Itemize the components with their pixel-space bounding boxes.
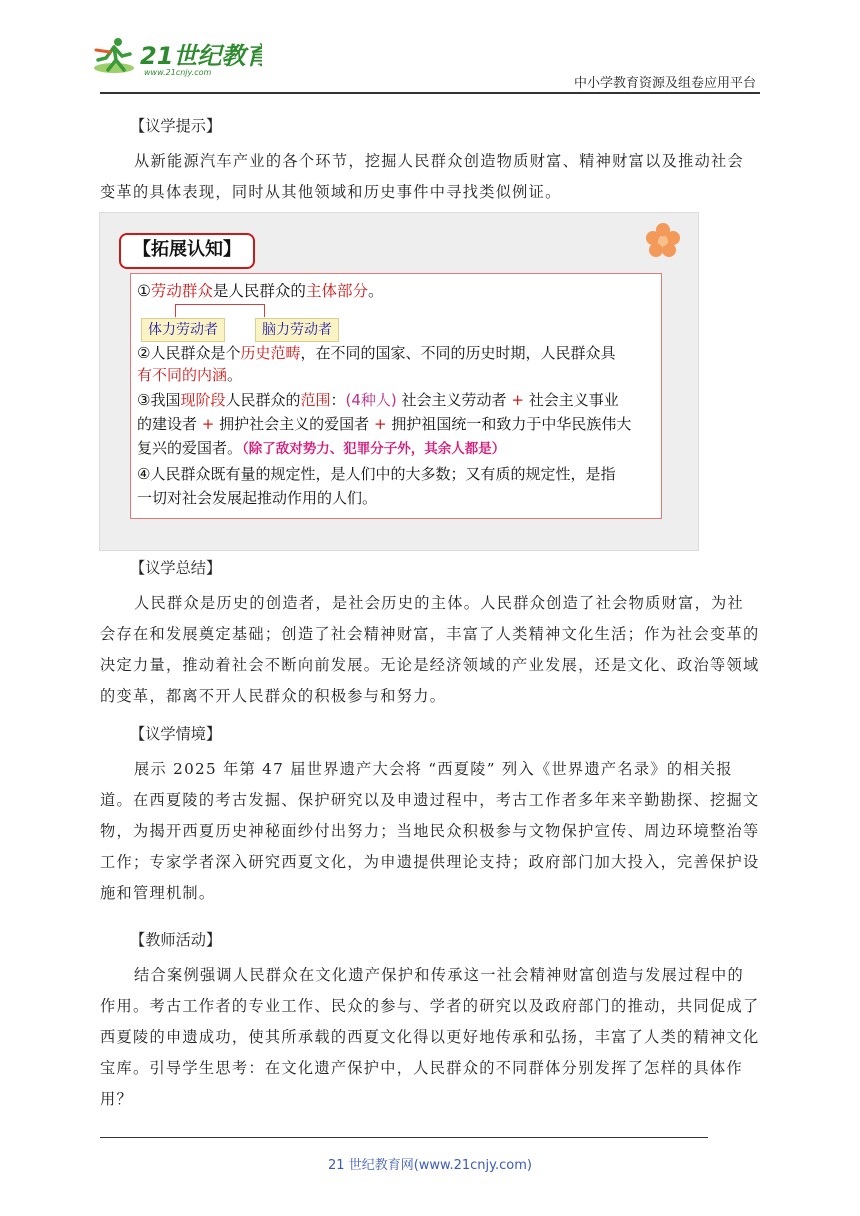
tip-label: 【议学提示】 bbox=[130, 117, 222, 135]
point-1-period: 。 bbox=[367, 282, 384, 300]
point-4-cont: 一切对社会发展起推动作用的人们。 bbox=[137, 489, 378, 507]
point-2 bbox=[137, 342, 615, 364]
platform-title: 中小学教育资源及组卷应用平台 bbox=[573, 76, 756, 91]
point-2-text-2: ，在不同的国家、不同的历史时期，人民群众具 bbox=[300, 344, 616, 362]
point-2-text: ②人民群众是个 bbox=[137, 344, 241, 362]
point-2-keyword: 历史范畴 bbox=[240, 344, 301, 362]
header-divider bbox=[100, 92, 760, 94]
point-3-cont bbox=[137, 413, 631, 435]
footer-link[interactable]: 21 世纪教育网(www.21cnjy.com) bbox=[328, 1158, 532, 1173]
plus-sign: + bbox=[373, 415, 387, 433]
logo-text: 21世纪教育 bbox=[140, 42, 262, 70]
footer-divider bbox=[100, 1137, 708, 1138]
mental-workers-box: 脑力劳动者 bbox=[255, 318, 339, 342]
point-3-group-2: 社会主义事业 bbox=[528, 391, 619, 409]
extended-knowledge-card bbox=[99, 212, 699, 551]
flower-decoration-icon bbox=[644, 221, 682, 259]
summary-label: 【议学总结】 bbox=[130, 559, 222, 577]
manual-workers-box: 体力劳动者 bbox=[141, 318, 225, 342]
point-1-keyword: 劳动群众 bbox=[150, 282, 213, 300]
summary-paragraph: 人民群众是历史的创造者，是社会历史的主体。人民群众创造了社会物质财富，为社会存在和发展奠定基础；创造了社会精神财富，丰富了人类精神文化生活；作为社会变革的决定力量，推动着社会不断向前发展。无论是经济领域的产业发展，还是文化、政治等领域的变革，都离不开人民群众的积极参与和努力。 bbox=[100, 594, 760, 705]
teacher-label: 【教师活动】 bbox=[130, 931, 222, 949]
point-2-keyword-2: 有不同的内涵 bbox=[137, 366, 228, 384]
point-3-group-1: 社会主义劳动者 bbox=[401, 391, 507, 409]
point-2-period: 。 bbox=[227, 366, 243, 384]
point-1-keyword-2: 主体部分 bbox=[305, 282, 368, 300]
logo-url: www.21cnjy.com bbox=[144, 68, 212, 77]
point-3-keyword: 现阶段 bbox=[180, 391, 226, 409]
point-3-note: （除了敌对势力、犯罪分子外，其余人都是） bbox=[242, 441, 506, 457]
card-title: 【拓展认知】 bbox=[119, 233, 255, 269]
card-content-box bbox=[130, 273, 662, 519]
point-3 bbox=[137, 389, 619, 411]
plus-sign: + bbox=[201, 415, 215, 433]
site-logo[interactable] bbox=[92, 34, 262, 80]
point-3-text-2: 人民群众的 bbox=[225, 391, 301, 409]
point-3-group-4: 拥护祖国统一和致力于中华民族伟大 bbox=[391, 415, 632, 433]
tip-paragraph: 从新能源汽车产业的各个环节，挖掘人民群众创造物质财富、精神财富以及推动社会变革的具体表现，同时从其他领域和历史事件中寻找类似例证。 bbox=[100, 152, 745, 201]
point-3-cont-2 bbox=[137, 437, 505, 460]
point-3-text: ③我国 bbox=[137, 391, 181, 409]
plus-sign: + bbox=[511, 391, 524, 409]
point-3-group-3: 拥护社会主义的爱国者 bbox=[219, 415, 370, 433]
point-3-count: (4种人) bbox=[345, 391, 397, 409]
point-1 bbox=[137, 280, 383, 302]
context-label: 【议学情境】 bbox=[130, 725, 222, 743]
point-4: ④人民群众既有量的规定性，是人们中的大多数；又有质的规定性，是指 bbox=[137, 465, 616, 483]
point-3-keyword-2: 范围 bbox=[300, 391, 331, 409]
point-1-text: 是人民群众的 bbox=[212, 282, 306, 300]
point-2-cont bbox=[137, 364, 242, 386]
teacher-paragraph: 结合案例强调人民群众在文化遗产保护和传承这一社会精神财富创造与发展过程中的作用。考古工作者的专业工作、民众的参与、学者的研究以及政府部门的推动，共同促成了西夏陵的申遗成功，使其所承载的西夏文化得以更好地传承和弘扬，丰富了人类的精神文化宝库。引导学生思考：在文化遗产保护中，人民群众的不同群体分别发挥了怎样的具体作用？ bbox=[100, 966, 760, 1108]
context-paragraph: 展示 2025 年第 47 届世界遗产大会将 “西夏陵” 列入《世界遗产名录》的相关报道。在西夏陵的考古发掘、保护研究以及申遗过程中，考古工作者多年来辛勤勘探、挖掘文物，为揭开西夏历史神秘面纱付出努力；当地民众积极参与文物保护宣传、周边环境整治等工作；专家学者深入研究西夏文化，为申遗提供理论支持；政府部门加大投入，完善保护设施和管理机制。 bbox=[100, 760, 760, 902]
point-3-group-4b: 复兴的爱国者。 bbox=[137, 439, 243, 457]
runner-logo-icon bbox=[92, 34, 262, 80]
point-3-colon: ： bbox=[330, 391, 346, 409]
point-1-number: ① bbox=[137, 282, 151, 300]
bracket-connector bbox=[175, 304, 265, 317]
point-3-group-2b: 的建设者 bbox=[137, 415, 198, 433]
